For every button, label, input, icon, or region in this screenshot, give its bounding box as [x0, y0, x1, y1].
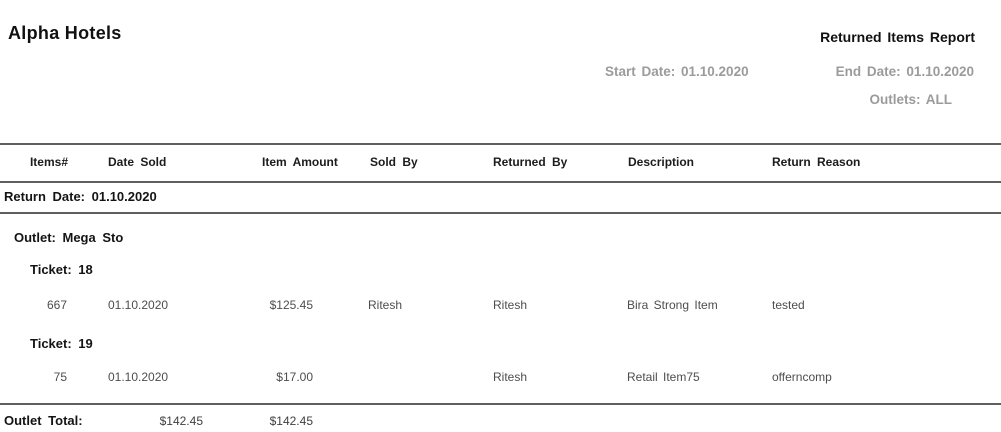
column-header-items: Items# — [29, 155, 68, 169]
company-name: Alpha Hotels — [8, 23, 122, 43]
report-title: Returned Items Report — [820, 29, 975, 45]
cell-item-amount: $125.45 — [269, 298, 313, 312]
cell-return-reason: tested — [772, 298, 805, 312]
cell-description: Bira Strong Item — [627, 298, 718, 312]
table-row — [0, 298, 1001, 314]
group-header-return-date: Return Date: 01.10.2020 — [4, 189, 157, 204]
end-date-value: End Date: 01.10.2020 — [835, 64, 974, 79]
outlet-total-label: Outlet Total: — [4, 413, 83, 428]
cell-item-number: 667 — [46, 298, 67, 312]
outlet-total-date-sold: $142.45 — [159, 414, 203, 428]
group-header-outlet: Outlet: Mega Sto — [14, 230, 124, 245]
column-header-return-reason: Return Reason — [772, 155, 861, 169]
cell-item-amount: $17.00 — [276, 370, 313, 384]
cell-date-sold: 01.10.2020 — [108, 370, 169, 384]
cell-item-number: 75 — [53, 370, 67, 384]
outlets-value: Outlets: ALL — [869, 92, 952, 107]
header-top-rule — [0, 143, 1001, 145]
cell-returned-by: Ritesh — [493, 298, 528, 312]
group-header-ticket-18: Ticket: 18 — [30, 262, 93, 277]
cell-returned-by: Ritesh — [493, 370, 528, 384]
return-date-group-rule — [0, 212, 1001, 214]
outlet-total-row — [0, 413, 1001, 431]
cell-date-sold: 01.10.2020 — [108, 298, 169, 312]
header-bottom-rule — [0, 181, 1001, 183]
column-header-returned-by: Returned By — [493, 155, 568, 169]
column-header-date-sold: Date Sold — [108, 155, 167, 169]
outlet-total-rule — [0, 403, 1001, 405]
outlet-total-item-amount: $142.45 — [269, 414, 313, 428]
cell-sold-by: Ritesh — [368, 298, 403, 312]
group-header-ticket-19: Ticket: 19 — [30, 336, 93, 351]
column-header-description: Description — [628, 155, 695, 169]
column-header-sold-by: Sold By — [370, 155, 418, 169]
cell-return-reason: offerncomp — [772, 370, 832, 384]
column-header-item-amount: Item Amount — [262, 155, 338, 169]
start-date-value: Start Date: 01.10.2020 — [605, 64, 749, 79]
table-row — [0, 370, 1001, 386]
cell-description: Retail Item75 — [627, 370, 700, 384]
